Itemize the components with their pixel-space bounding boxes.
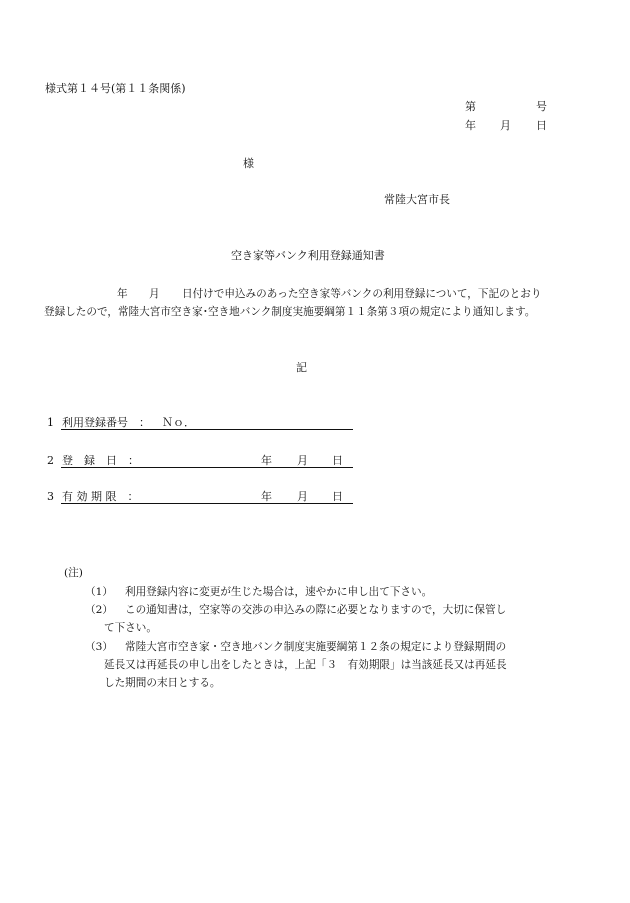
note-2-continuation: て下さい。 <box>104 622 157 634</box>
body-year: 年 <box>117 288 128 300</box>
number-suffix: 号 <box>536 100 547 113</box>
number-prefix: 第 <box>465 100 476 113</box>
note-3-number: （3） <box>85 641 113 653</box>
body-month: 月 <box>149 288 160 300</box>
note-2-text: この通知書は，空家等の交渉の申込みの際に必要となりますので，大切に保管し <box>125 604 507 616</box>
body-line1: 日付けで申込みのあった空き家等バンクの利用登録について，下記のとおり <box>182 288 542 300</box>
note-3-continuation-1: 延長又は再延長の申し出をしたときは，上記「３ 有効期限」は当該延長又は再延長 <box>104 659 507 671</box>
note-3-text: 常陸大宮市空き家・空き地バンク制度実施要綱第１２条の規定により登録期間の <box>125 641 507 653</box>
item-number: 2 <box>47 454 54 467</box>
validity-period-day: 日 <box>332 490 343 503</box>
registration-number-value: Ｎｏ． <box>162 416 195 429</box>
item-number: 1 <box>47 416 54 429</box>
document-title: 空き家等バンク利用登録通知書 <box>231 249 385 262</box>
registration-date-day: 日 <box>332 454 343 467</box>
item-label: 有 効 期 限 ： <box>62 490 139 503</box>
addressee-suffix: 様 <box>243 157 254 170</box>
registration-date-year: 年 <box>261 454 272 467</box>
form-number: 様式第１４号(第１１条関係) <box>45 82 186 95</box>
item-label: 登 録 日 ： <box>62 454 139 467</box>
registration-date-month: 月 <box>297 454 308 467</box>
notes-heading: (注) <box>64 567 83 579</box>
body-line2: 登録したので，常陸大宮市空き家･空き地バンク制度実施要綱第１１条第３項の規定により通知します。 <box>44 306 536 318</box>
date-month: 月 <box>500 119 511 132</box>
note-3-continuation-2: した期間の末日とする。 <box>104 677 221 689</box>
issuer-name: 常陸大宮市長 <box>384 193 450 206</box>
note-1-number: （1） <box>85 586 113 598</box>
note-2-number: （2） <box>85 604 113 616</box>
validity-period-month: 月 <box>297 490 308 503</box>
item-label: 利用登録番号 ： <box>62 416 150 429</box>
note-1-text: 利用登録内容に変更が生じた場合は，速やかに申し出て下さい。 <box>125 586 433 598</box>
date-day: 日 <box>536 119 547 132</box>
ki-heading: 記 <box>296 361 307 374</box>
item-number: 3 <box>47 490 54 503</box>
validity-period-year: 年 <box>261 490 272 503</box>
date-year: 年 <box>465 119 476 132</box>
